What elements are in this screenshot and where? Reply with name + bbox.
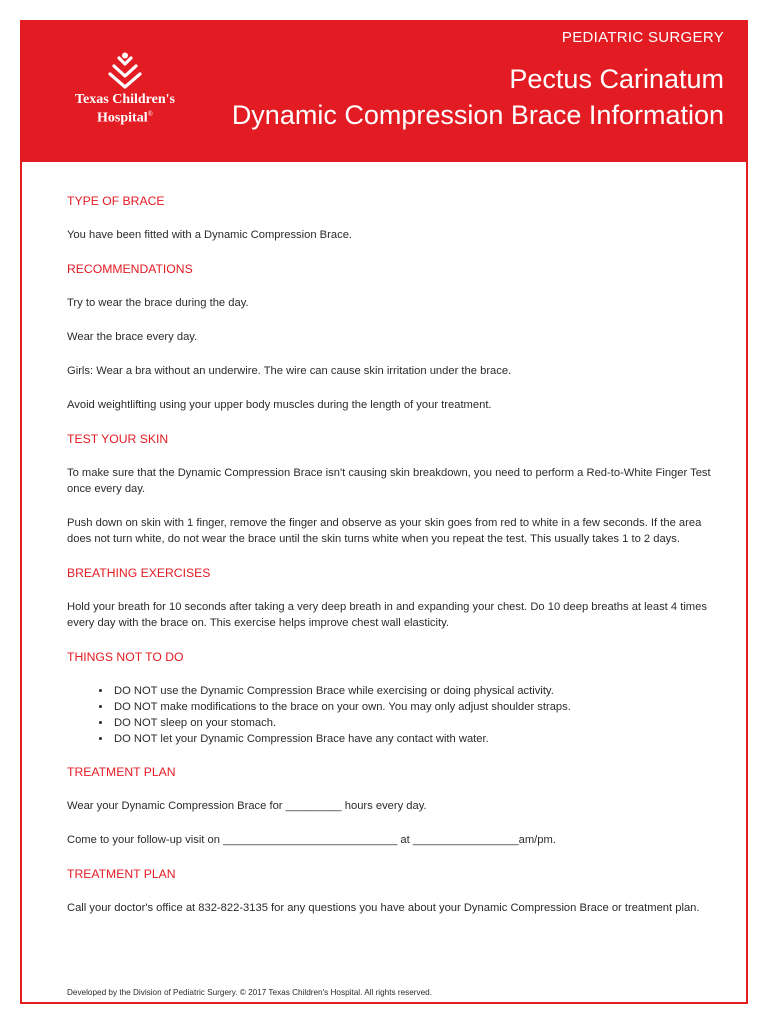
page-title-line1: Pectus Carinatum (509, 64, 724, 94)
logo-name-line2: Hospital® (97, 110, 153, 126)
registered-mark: ® (147, 110, 153, 118)
heading-recommendations: RECOMMENDATIONS (67, 262, 193, 276)
heading-treatment-plan-contact: TREATMENT PLAN (67, 867, 176, 881)
department-label: PEDIATRIC SURGERY (561, 29, 724, 46)
paragraph: To make sure that the Dynamic Compression Brace isn't causing skin breakdown, you need to perform a Red-to-White Finger Test once every day. (67, 467, 711, 495)
paragraph: Push down on skin with 1 finger, remove the finger and observe as your skin goes from red to white in a few seconds. If the area does not turn white, do not wear the brace until the skin turns white when you repeat the test. This usually takes 1 to 2 days. (67, 517, 702, 545)
paragraph: Avoid weightlifting using your upper body muscles during the length of your treatment. (67, 399, 492, 411)
document-body (67, 193, 722, 934)
footer-copyright: Developed by the Division of Pediatric Surgery. © 2017 Texas Children's Hospital. All rights reserved. (67, 988, 432, 997)
heading-breathing-exercises: BREATHING EXERCISES (67, 566, 211, 580)
heading-things-not-to-do: THINGS NOT TO DO (67, 650, 184, 664)
header-banner (20, 20, 748, 162)
list-item: • DO NOT let your Dynamic Compression Brace have any contact with water. (112, 731, 722, 747)
things-not-to-do-list (67, 683, 722, 747)
paragraph: Hold your breath for 10 seconds after taking a very deep breath in and expanding your chest. Do 10 deep breaths at least 4 times every day with the brace on. This exercise helps improve chest wall elasticity. (67, 601, 707, 629)
list-item: • DO NOT use the Dynamic Compression Brace while exercising or doing physical activity. (112, 683, 722, 699)
paragraph: Wear your Dynamic Compression Brace for _________ hours every day. (67, 800, 427, 812)
paragraph: Try to wear the brace during the day. (67, 297, 249, 309)
list-item: • DO NOT make modifications to the brace on your own. You may only adjust shoulder straps. (112, 699, 722, 715)
heading-test-your-skin: TEST YOUR SKIN (67, 432, 169, 446)
heading-type-of-brace: TYPE OF BRACE (67, 194, 165, 208)
logo-wordmark (60, 92, 190, 126)
page-title-line2: Dynamic Compression Brace Information (231, 100, 724, 130)
logo-name-line1: Texas Children's (75, 92, 175, 107)
hospital-logo (60, 52, 190, 126)
paragraph: Wear the brace every day. (67, 331, 198, 343)
paragraph: Come to your follow-up visit on ____________________________ at _________________am/pm. (67, 834, 556, 846)
paragraph: Girls: Wear a bra without an underwire. The wire can cause skin irritation under the brace. (67, 365, 512, 377)
list-item: • DO NOT sleep on your stomach. (112, 715, 722, 731)
paragraph: Call your doctor's office at 832-822-3135 for any questions you have about your Dynamic Compression Brace or treatment plan. (67, 902, 700, 914)
hearts-logo-icon (105, 52, 145, 90)
heading-treatment-plan: TREATMENT PLAN (67, 765, 176, 779)
paragraph: You have been fitted with a Dynamic Compression Brace. (67, 229, 353, 241)
